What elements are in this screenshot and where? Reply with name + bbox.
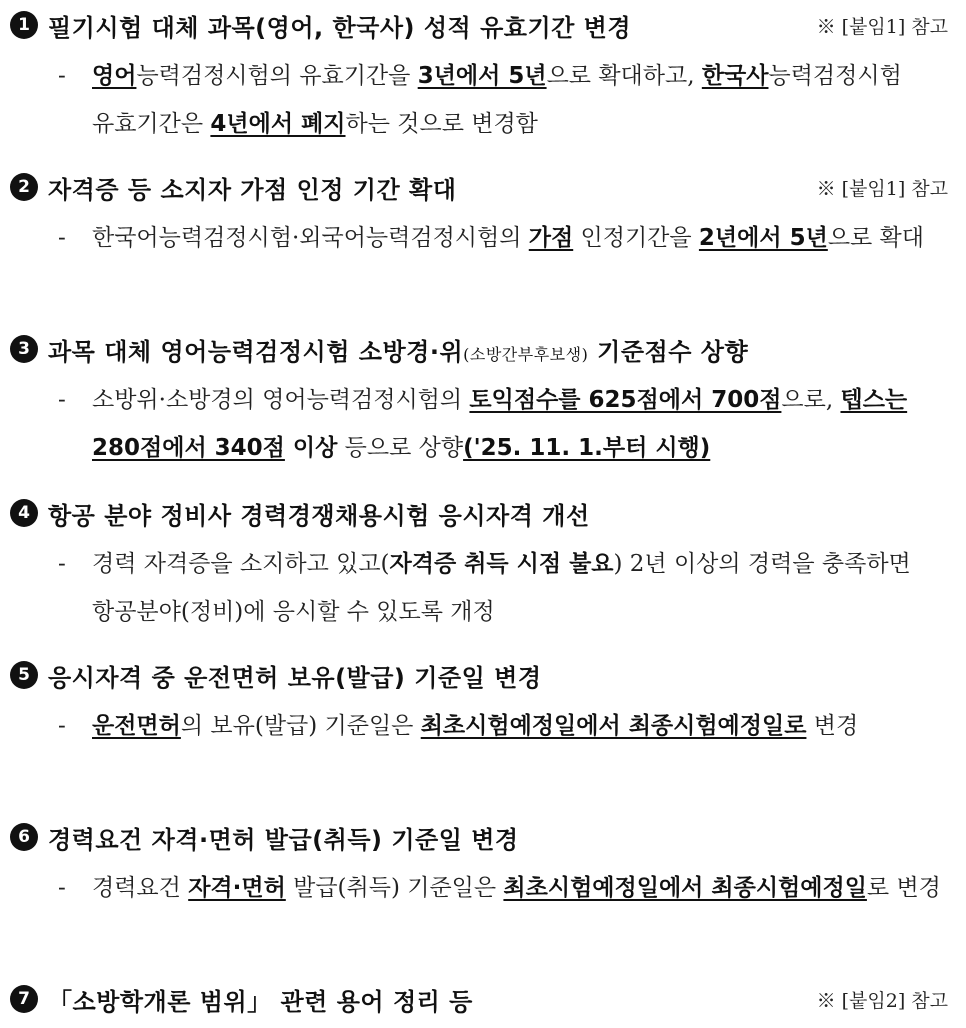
section-heading xyxy=(10,980,948,1018)
section-title: 응시자격 중 운전면허 보유(발급) 기준일 변경 xyxy=(48,663,542,692)
section-title: 경력요건 자격·면허 발급(취득) 기준일 변경 xyxy=(48,825,519,854)
number-badge: 7 xyxy=(10,985,38,1013)
section-title: 자격증 등 소지자 가점 인정 기간 확대 xyxy=(48,175,457,204)
section-1 xyxy=(10,6,948,148)
section-title: 「소방학개론 범위」 관련 용어 정리 등 xyxy=(48,987,473,1016)
section-title: 항공 분야 정비사 경력경쟁채용시험 응시자격 개선 xyxy=(48,501,590,530)
section-3 xyxy=(10,330,948,472)
section-body: - 운전면허의 보유(발급) 기준일은 최초시험예정일에서 최종시험예정일로 변경 xyxy=(58,713,859,739)
section-heading xyxy=(10,494,948,532)
section-6 xyxy=(10,818,948,912)
section-heading xyxy=(10,6,948,44)
number-badge: 5 xyxy=(10,661,38,689)
reference-note: ※ [붙임2] 참고 xyxy=(816,989,948,1012)
reference-note: ※ [붙임1] 참고 xyxy=(816,15,948,38)
section-4 xyxy=(10,494,948,636)
reference-note: ※ [붙임1] 참고 xyxy=(816,177,948,200)
section-heading xyxy=(10,818,948,856)
section-body: - 경력 자격증을 소지하고 있고(자격증 취득 시점 불요) 2년 이상의 경력을 충족하면 항공분야(정비)에 응시할 수 있도록 개정 xyxy=(58,551,911,625)
section-heading xyxy=(10,330,948,368)
section-body: - 영어능력검정시험의 유효기간을 3년에서 5년으로 확대하고, 한국사능력검정시험 유효기간은 4년에서 폐지하는 것으로 변경함 xyxy=(58,63,902,137)
section-body: - 소방위·소방경의 영어능력검정시험의 토익점수를 625점에서 700점으로, 텝스는 280점에서 340점 이상 등으로 상향('25. 11. 1.부터 시행) xyxy=(58,387,908,461)
section-heading xyxy=(10,168,948,206)
number-badge: 3 xyxy=(10,335,38,363)
section-body: - 한국어능력검정시험·외국어능력검정시험의 가점 인정기간을 2년에서 5년으로 확대 xyxy=(58,225,924,251)
number-badge: 1 xyxy=(10,11,38,39)
section-title: 과목 대체 영어능력검정시험 소방경·위(소방간부후보생) 기준점수 상향 xyxy=(48,337,749,366)
number-badge: 6 xyxy=(10,823,38,851)
number-badge: 2 xyxy=(10,173,38,201)
section-body: - 경력요건 자격·면허 발급(취득) 기준일은 최초시험예정일에서 최종시험예정일로 변경 xyxy=(58,875,941,901)
section-2 xyxy=(10,168,948,262)
section-5 xyxy=(10,656,948,750)
number-badge: 4 xyxy=(10,499,38,527)
section-heading xyxy=(10,656,948,694)
section-title: 필기시험 대체 과목(영어, 한국사) 성적 유효기간 변경 xyxy=(48,13,632,42)
section-7 xyxy=(10,980,948,1018)
